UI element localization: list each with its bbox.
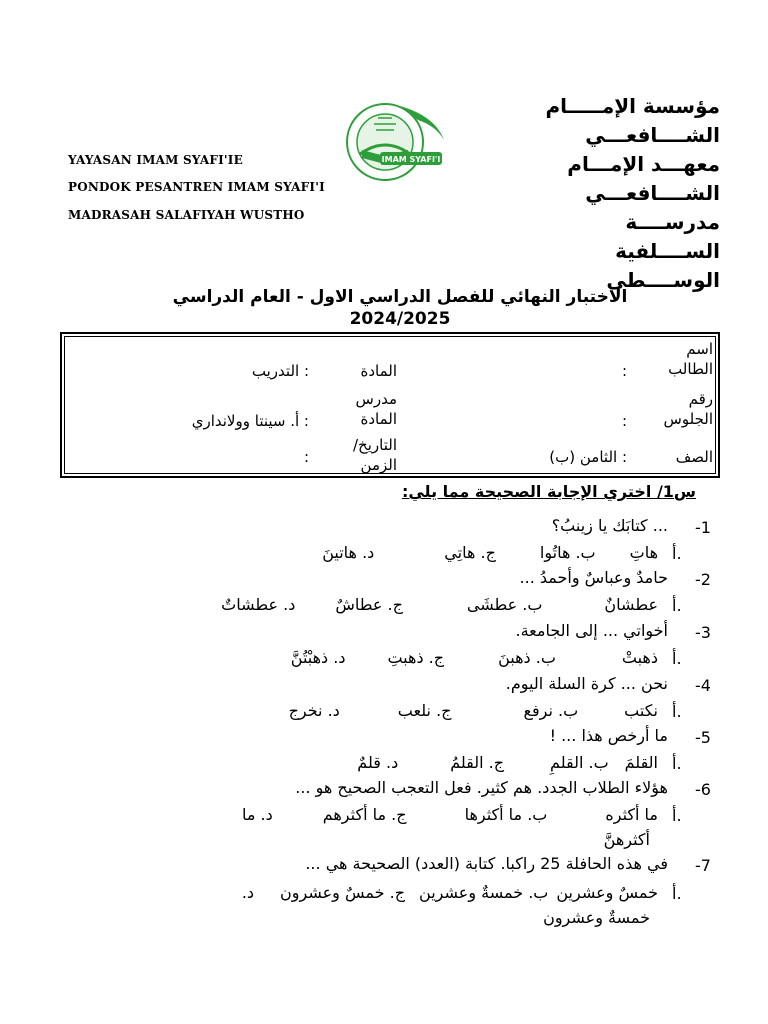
teacher-label: مدرس المادة <box>355 390 397 428</box>
option: د. ما <box>241 805 273 824</box>
foundation-name-latin: YAYASAN IMAM SYAFI'IE <box>68 153 243 167</box>
option: ب. ذهبنَ <box>498 648 556 667</box>
class-label: الصف <box>675 448 713 466</box>
option: نكتب <box>624 701 658 720</box>
option: د. هاتينَ <box>322 543 375 562</box>
seat-number-label: رقم الجلوس <box>663 390 713 428</box>
question-options <box>322 543 658 562</box>
question-number: -2 <box>695 570 711 589</box>
seat-number-value: : <box>621 412 627 430</box>
question-text: أخواتي ... إلى الجامعة. <box>515 621 668 640</box>
option: ب. نرفع <box>523 701 579 720</box>
question-text: نحن ... كرة السلة اليوم. <box>505 674 668 693</box>
option: ج. ما أكثرهم <box>322 805 407 824</box>
option-letter: أ. <box>672 544 682 563</box>
option-letter: أ. <box>672 596 682 615</box>
date-time-value: : <box>303 448 309 466</box>
exam-year: 2024/2025 <box>349 309 451 329</box>
option: ج. خمسٌ وعشرون <box>280 883 406 902</box>
option: القلمَ <box>624 753 658 772</box>
question-options <box>242 883 658 902</box>
question-options <box>221 595 658 614</box>
option: د. <box>241 883 255 902</box>
logo-text: IMAM SYAFI'I <box>381 155 441 164</box>
option: ب. خمسةٌ وعشرين <box>419 883 549 902</box>
pesantren-name-latin: PONDOK PESANTREN IMAM SYAFI'I <box>68 180 325 194</box>
question-number: -4 <box>695 676 711 695</box>
question-number: -7 <box>695 856 711 875</box>
question-options <box>291 648 658 667</box>
question-number: -1 <box>695 518 711 537</box>
option: ج. هاتِي <box>444 543 496 562</box>
option: ذهبتْ <box>621 648 658 667</box>
institution-name-arabic <box>520 92 720 295</box>
option-letter: أ. <box>672 884 682 903</box>
question-number: -3 <box>695 623 711 642</box>
exam-title: الاختبار النهائي للفصل الدراسي الاول - العام الدراسي <box>172 287 628 307</box>
option: ج. القلمُ <box>450 753 505 772</box>
subject-value: : التدريب <box>251 362 309 380</box>
option-letter: أ. <box>672 702 682 721</box>
option: ما أكثره <box>605 805 658 824</box>
option: ب. عطشَى <box>466 595 543 614</box>
option: د. ذهبْتُنَّ <box>290 648 346 667</box>
option: ب. القلمِ <box>550 753 609 772</box>
question-text: هؤلاء الطلاب الجدد. هم كثير. فعل التعجب الصحيح هو ... <box>295 778 668 797</box>
arabic-header-line: الشــــافعـــي <box>585 181 720 205</box>
arabic-header-line: مدرســــة <box>625 210 720 234</box>
option: ج. نلعب <box>397 701 452 720</box>
option: د. عطشاتٌ <box>221 595 296 614</box>
option: ج. عطاشٌ <box>335 595 403 614</box>
question-number: -6 <box>695 780 711 799</box>
student-name-label: اسم الطالب <box>668 340 713 378</box>
option: عطشانٌ <box>604 595 658 614</box>
section-heading: س1/ اختري الإجابة الصحيحة مما يلي: <box>401 482 696 501</box>
option: ب. ما أكثرها <box>464 805 548 824</box>
option-letter: أ. <box>672 806 682 825</box>
teacher-value: : أ. سينتا وولانداري <box>191 412 309 430</box>
school-logo <box>340 96 448 188</box>
madrasah-name-latin: MADRASAH SALAFIYAH WUSTHO <box>68 208 305 222</box>
question-text: حامدٌ وعباسٌ وأحمدُ ... <box>519 568 668 587</box>
arabic-header-line: الوســــطى <box>606 268 720 292</box>
subject-label: المادة <box>360 362 397 380</box>
arabic-header-line: الشــــافعـــي <box>585 123 720 147</box>
option: هاتِ <box>629 543 658 562</box>
option: ب. هاتُوا <box>539 543 596 562</box>
question-text: في هذه الحافلة 25 راكبا. كتابة (العدد) الصحيحة هي ... <box>305 854 668 873</box>
option: خمسٌ وعشرين <box>556 883 658 902</box>
date-time-label: التاريخ/ الزمن <box>353 436 397 474</box>
question-number: -5 <box>695 728 711 747</box>
arabic-header-line: الســــلفية <box>615 239 720 263</box>
question-text: ... كتابَك يا زينبُ؟ <box>551 516 668 535</box>
option-letter: أ. <box>672 754 682 773</box>
student-info-box <box>60 332 720 478</box>
option-continuation: خمسةٌ وعشرون <box>543 908 650 927</box>
option-continuation: أكثرهنَّ <box>603 830 650 849</box>
question-options <box>357 753 658 772</box>
arabic-header-line: معهـــد الإمـــام <box>567 152 720 176</box>
option-letter: أ. <box>672 649 682 668</box>
question-options <box>242 805 658 824</box>
option: د. قلمٌ <box>357 753 399 772</box>
option: د. نخرج <box>288 701 340 720</box>
question-text: ما أرخص هذا ... ! <box>549 726 668 745</box>
student-name-value: : <box>621 362 627 380</box>
book-logo-icon <box>340 96 448 188</box>
option: ج. ذهبتِ <box>387 648 445 667</box>
question-options <box>289 701 658 720</box>
arabic-header-line: مؤسسة الإمـــــام <box>545 94 720 118</box>
class-value: : الثامن (ب) <box>549 448 627 466</box>
